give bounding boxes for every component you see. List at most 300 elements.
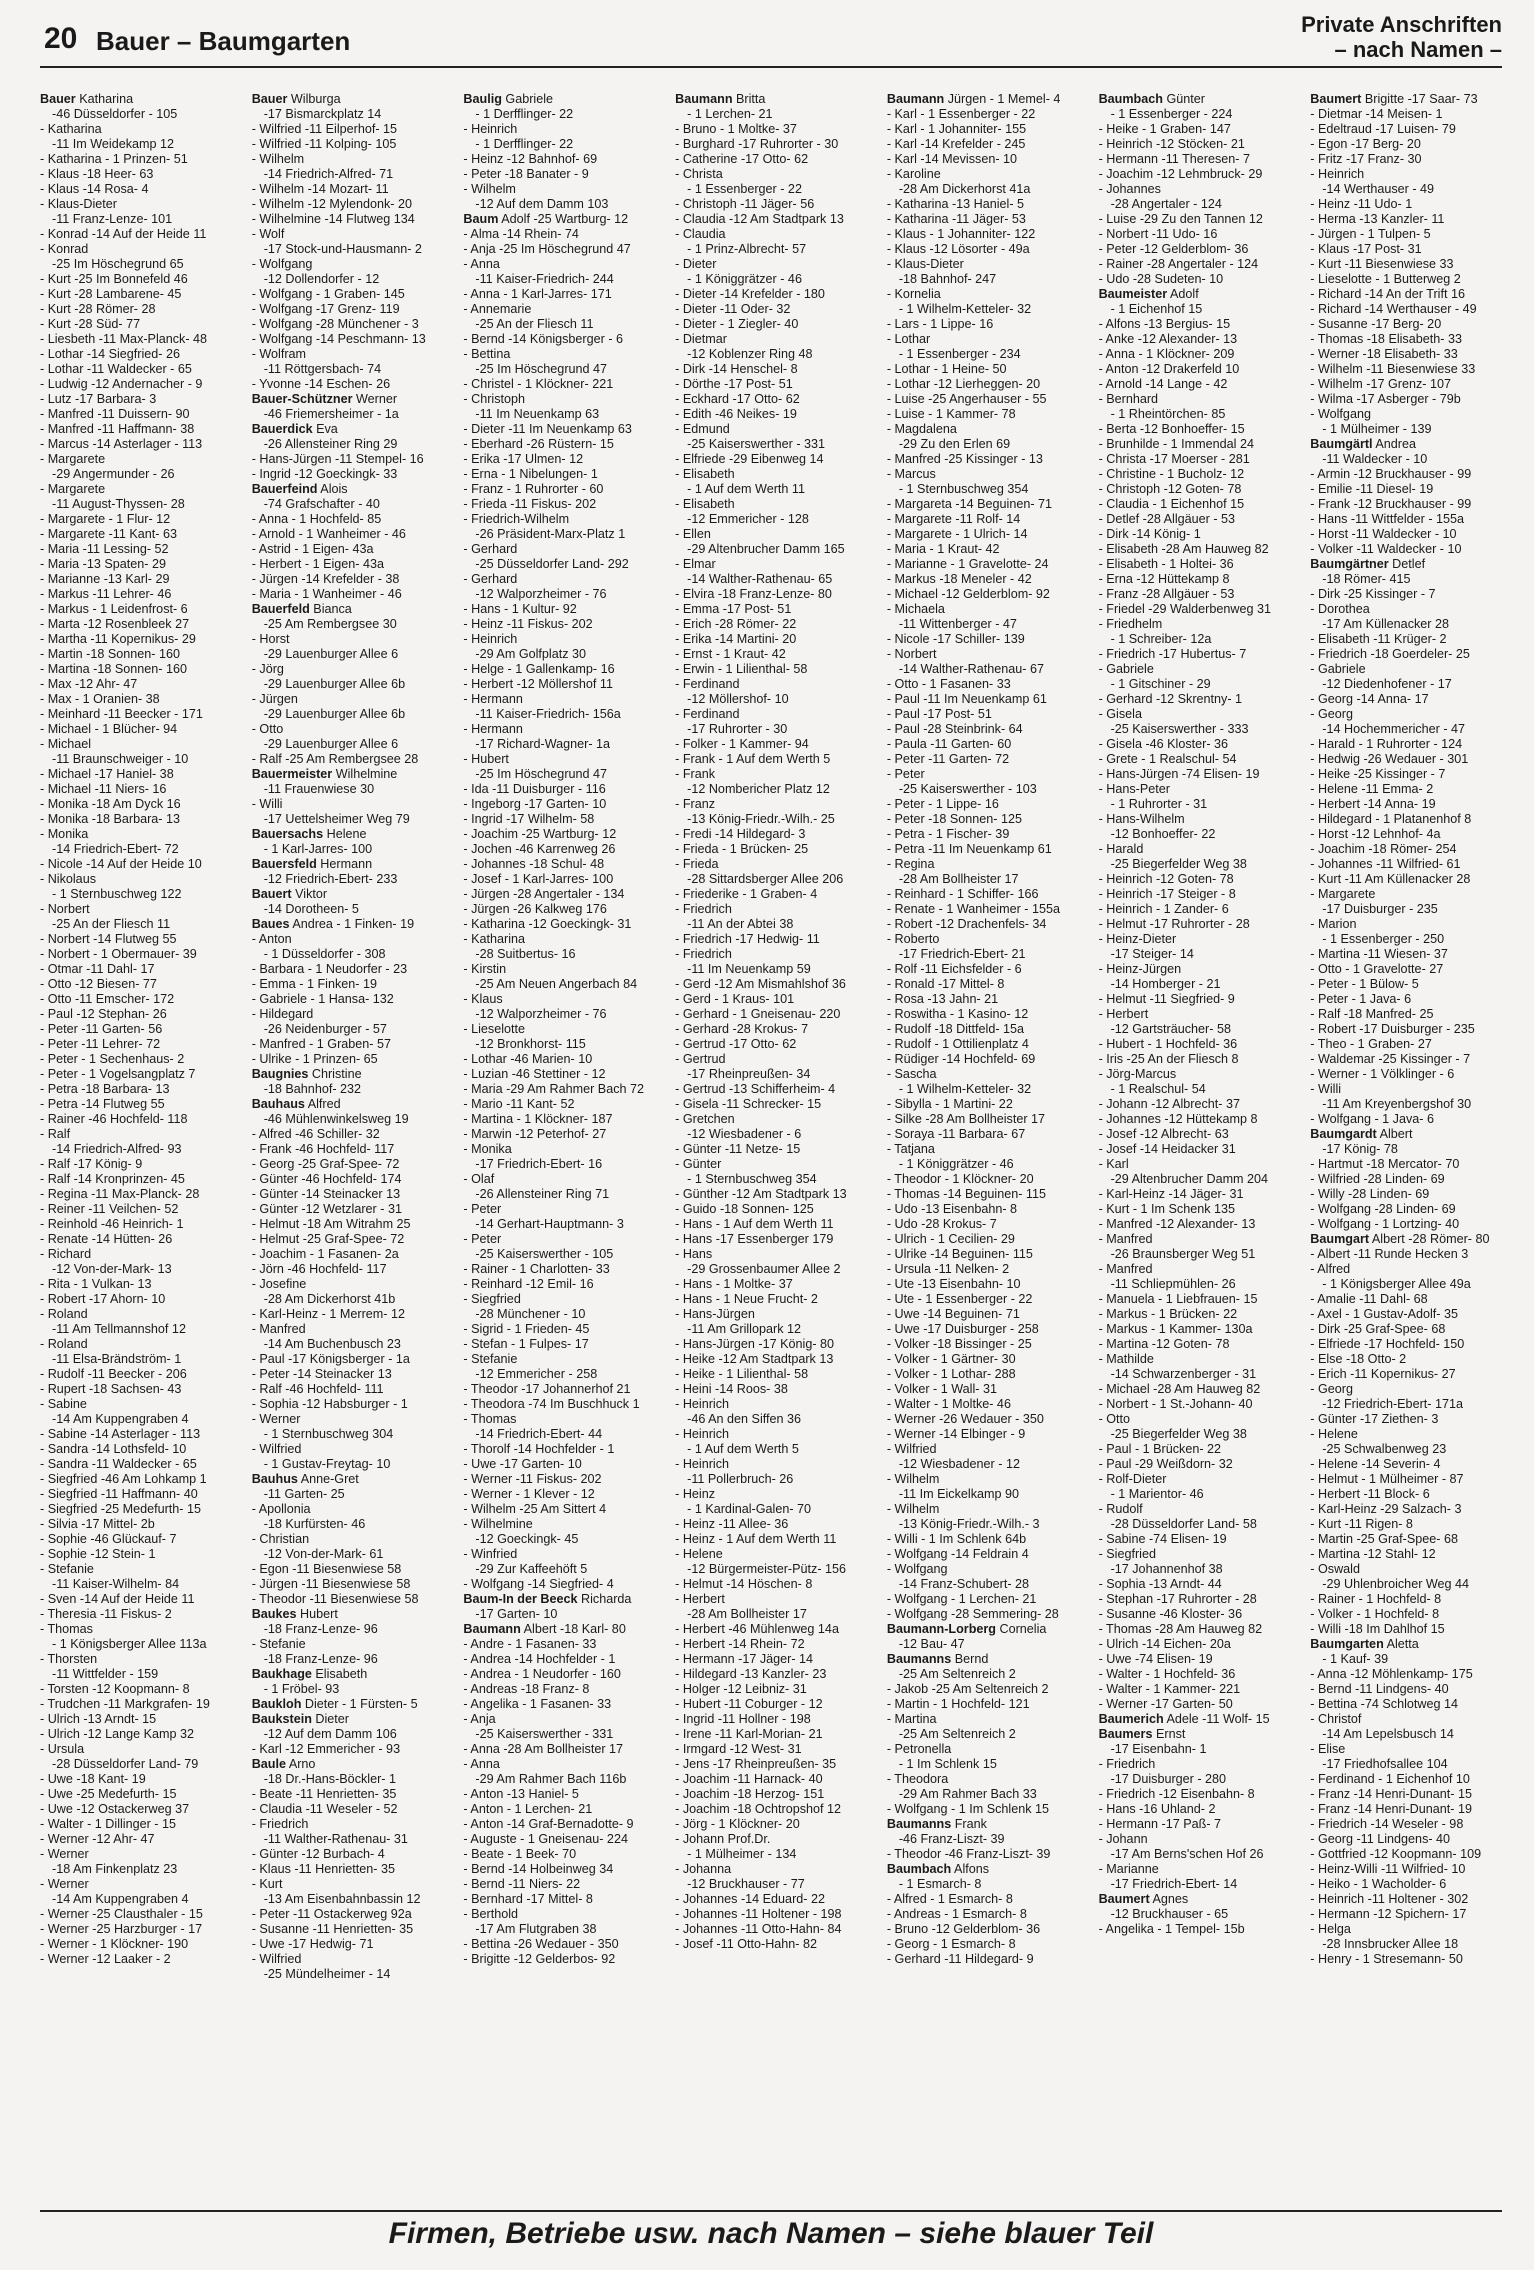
directory-entry bbox=[675, 887, 875, 902]
entry-text: - Jörg bbox=[251, 662, 284, 676]
directory-entry bbox=[1099, 1607, 1299, 1622]
directory-entry bbox=[1310, 572, 1510, 587]
entry-text: Helene bbox=[326, 827, 367, 841]
surname-entry bbox=[252, 1067, 452, 1082]
entry-text: - Alfred -46 Schiller- 32 bbox=[251, 1127, 380, 1141]
entry-text: - Helene -11 Emma- 2 bbox=[1310, 782, 1434, 796]
entry-text: - Hermann -17 Paß- 7 bbox=[1098, 1817, 1222, 1831]
directory-entry bbox=[40, 1127, 240, 1142]
entry-text: - Helmut - 1 Mülheimer - 87 bbox=[1310, 1472, 1464, 1486]
entry-text: - Helmut -18 Am Witrahm 25 bbox=[251, 1217, 411, 1231]
directory-entry bbox=[1099, 572, 1299, 587]
surname: Bauerdick bbox=[251, 422, 313, 436]
entry-text: - Nicole -17 Schiller- 139 bbox=[886, 632, 1025, 646]
entry-text: - Kurt bbox=[251, 1877, 283, 1891]
entry-text: - Karl-Heinz -29 Salzach- 3 bbox=[1310, 1502, 1462, 1516]
directory-entry bbox=[1310, 1097, 1510, 1112]
directory-entry bbox=[887, 1382, 1087, 1397]
entry-text: - Franz -14 Henri-Dunant- 19 bbox=[1310, 1802, 1472, 1816]
directory-entry bbox=[887, 1352, 1087, 1367]
entry-text: - Holger -12 Leibniz- 31 bbox=[675, 1682, 807, 1696]
directory-entry bbox=[252, 587, 452, 602]
directory-entry bbox=[1310, 467, 1510, 482]
directory-entry bbox=[252, 1082, 452, 1097]
directory-entry bbox=[1310, 512, 1510, 527]
directory-entry bbox=[675, 497, 875, 512]
directory-entry bbox=[40, 122, 240, 137]
entry-text: - Volker - 1 Hochfeld- 8 bbox=[1310, 1607, 1440, 1621]
entry-text: - Marianne -13 Karl- 29 bbox=[40, 572, 170, 586]
entry-text: - Peter - 1 Lippe- 16 bbox=[886, 797, 999, 811]
entry-text: - Silvia -17 Mittel- 2b bbox=[40, 1517, 155, 1531]
entry-text: - Wolfram bbox=[251, 347, 307, 361]
entry-text: -25 Kaiserswerther - 331 bbox=[475, 1727, 614, 1741]
directory-entry bbox=[887, 677, 1087, 692]
directory-entry bbox=[463, 1727, 663, 1742]
directory-entry bbox=[463, 1847, 663, 1862]
directory-entry bbox=[1099, 1637, 1299, 1652]
directory-entry bbox=[887, 1532, 1087, 1547]
directory-entry bbox=[1310, 1952, 1510, 1967]
directory-entry bbox=[1099, 317, 1299, 332]
directory-entry bbox=[1099, 1187, 1299, 1202]
entry-text: - Liesbeth -11 Max-Planck- 48 bbox=[40, 332, 208, 346]
surname: Baumbach bbox=[886, 1862, 952, 1876]
entry-text: - Theodora bbox=[886, 1772, 949, 1786]
directory-entry bbox=[1310, 617, 1510, 632]
entry-text: -14 Hochemmericher - 47 bbox=[1322, 722, 1466, 736]
entry-text: - Jochen -46 Karrenweg 26 bbox=[463, 842, 616, 856]
directory-entry bbox=[252, 407, 452, 422]
entry-text: -12 Bonhoeffer- 22 bbox=[1110, 827, 1216, 841]
entry-text: - Uwe -74 Elisen- 19 bbox=[1098, 1652, 1213, 1666]
entry-text: -12 Emmericher - 258 bbox=[475, 1367, 598, 1381]
directory-entry bbox=[675, 617, 875, 632]
directory-entry bbox=[887, 452, 1087, 467]
entry-text: - Martina -18 Sonnen- 160 bbox=[40, 662, 188, 676]
entry-text: - Olaf bbox=[463, 1172, 495, 1186]
entry-text: - Elisabeth -11 Krüger- 2 bbox=[1310, 632, 1447, 646]
directory-entry bbox=[675, 1727, 875, 1742]
directory-entry bbox=[1099, 1682, 1299, 1697]
entry-text: - Nicole -14 Auf der Heide 10 bbox=[40, 857, 202, 871]
entry-text: -46 Friemersheimer - 1a bbox=[263, 407, 399, 421]
directory-entry bbox=[887, 212, 1087, 227]
directory-entry bbox=[40, 587, 240, 602]
entry-text: -18 Kurfürsten- 46 bbox=[263, 1517, 366, 1531]
entry-text: - Uwe -25 Medefurth- 15 bbox=[40, 1787, 177, 1801]
entry-text: -29 Am Golfplatz 30 bbox=[475, 647, 587, 661]
directory-entry bbox=[1310, 1217, 1510, 1232]
entry-text: - Günter -12 Burbach- 4 bbox=[251, 1847, 385, 1861]
entry-text: -12 Bruckhauser - 65 bbox=[1110, 1907, 1229, 1921]
directory-entry bbox=[252, 1412, 452, 1427]
directory-entry bbox=[1310, 1622, 1510, 1637]
entry-text: -18 Am Finkenplatz 23 bbox=[52, 1862, 178, 1876]
entry-text: - Gertrud -17 Otto- 62 bbox=[675, 1037, 797, 1051]
entry-text: - Horst -11 Waldecker - 10 bbox=[1310, 527, 1457, 541]
entry-text: -18 Bahnhof- 232 bbox=[263, 1082, 362, 1096]
directory-entry bbox=[252, 677, 452, 692]
directory-entry bbox=[675, 932, 875, 947]
entry-text: - Manfred -12 Alexander- 13 bbox=[1098, 1217, 1256, 1231]
directory-entry bbox=[1310, 1442, 1510, 1457]
directory-entry bbox=[675, 1742, 875, 1757]
entry-text: - 1 Eichenhof 15 bbox=[1110, 302, 1203, 316]
entry-text: -28 Innsbrucker Allee 18 bbox=[1322, 1937, 1459, 1951]
entry-text: - Georg -14 Anna- 17 bbox=[1310, 692, 1429, 706]
surname-entry bbox=[463, 92, 663, 107]
surname: Baukhage bbox=[251, 1667, 312, 1681]
directory-entry bbox=[252, 812, 452, 827]
entry-text: - Lothar -14 Siegfried- 26 bbox=[40, 347, 181, 361]
directory-entry bbox=[252, 137, 452, 152]
entry-text: - Ulrich -12 Lange Kamp 32 bbox=[40, 1727, 195, 1741]
directory-entry bbox=[252, 227, 452, 242]
entry-text: - Herma -13 Kanzler- 11 bbox=[1310, 212, 1445, 226]
directory-entry bbox=[252, 1532, 452, 1547]
directory-entry bbox=[252, 572, 452, 587]
entry-text: - Roland bbox=[40, 1337, 88, 1351]
entry-text: - Margarete bbox=[1310, 887, 1376, 901]
directory-entry bbox=[40, 287, 240, 302]
directory-entry bbox=[1310, 947, 1510, 962]
entry-text: - Heinz-Dieter bbox=[1098, 932, 1177, 946]
entry-text: - Jürgen -26 Kalkweg 176 bbox=[463, 902, 607, 916]
directory-entry bbox=[1310, 647, 1510, 662]
entry-text: - Klaus-Dieter bbox=[886, 257, 964, 271]
directory-entry bbox=[887, 782, 1087, 797]
entry-text: Ernst bbox=[1155, 1727, 1186, 1741]
entry-text: - Georg -11 Lindgens- 40 bbox=[1310, 1832, 1451, 1846]
entry-text: - Manfred bbox=[1098, 1232, 1153, 1246]
entry-text: - Karoline bbox=[886, 167, 941, 181]
surname-entry bbox=[252, 1712, 452, 1727]
directory-entry bbox=[887, 122, 1087, 137]
entry-text: - Wolfgang - 1 Lerchen- 21 bbox=[886, 1592, 1037, 1606]
directory-entry bbox=[1099, 1157, 1299, 1172]
directory-entry bbox=[1099, 272, 1299, 287]
directory-entry bbox=[887, 377, 1087, 392]
directory-entry bbox=[887, 242, 1087, 257]
entry-text: - Walter - 1 Hochfeld- 36 bbox=[1098, 1667, 1236, 1681]
directory-entry bbox=[1099, 557, 1299, 572]
directory-entry bbox=[1099, 347, 1299, 362]
directory-entry bbox=[675, 212, 875, 227]
directory-entry bbox=[252, 1262, 452, 1277]
entry-text: - Brunhilde - 1 Immendal 24 bbox=[1098, 437, 1254, 451]
entry-text: - Wolfgang - 1 Lortzing- 40 bbox=[1310, 1217, 1460, 1231]
entry-text: - Heini -14 Roos- 38 bbox=[675, 1382, 788, 1396]
directory-entry bbox=[1310, 242, 1510, 257]
directory-entry bbox=[463, 422, 663, 437]
entry-text: -14 Friedrich-Alfred- 93 bbox=[52, 1142, 182, 1156]
entry-text: - Anna -12 Möhlenkamp- 175 bbox=[1310, 1667, 1473, 1681]
entry-text: - Anton -14 Graf-Bernadotte- 9 bbox=[463, 1817, 634, 1831]
directory-entry bbox=[252, 467, 452, 482]
directory-entry bbox=[675, 1862, 875, 1877]
entry-text: - Torsten -12 Koopmann- 8 bbox=[40, 1682, 190, 1696]
directory-entry bbox=[1099, 1412, 1299, 1427]
entry-text: - Michael bbox=[40, 737, 92, 751]
directory-entry bbox=[463, 722, 663, 737]
directory-entry bbox=[1099, 1577, 1299, 1592]
entry-text: - Walter - 1 Kammer- 221 bbox=[1098, 1682, 1241, 1696]
directory-entry bbox=[40, 167, 240, 182]
directory-entry bbox=[887, 482, 1087, 497]
entry-text: - Max -12 Ahr- 47 bbox=[40, 677, 138, 691]
entry-text: -11 Am Kreyenbergshof 30 bbox=[1322, 1097, 1472, 1111]
entry-text: - Heike - 1 Lilienthal- 58 bbox=[675, 1367, 809, 1381]
entry-text: - Karl - 1 Johanniter- 155 bbox=[886, 122, 1027, 136]
entry-text: - Bettina -74 Schlotweg 14 bbox=[1310, 1697, 1458, 1711]
directory-entry bbox=[887, 1712, 1087, 1727]
entry-text: - Konrad bbox=[40, 242, 89, 256]
directory-entry bbox=[463, 1322, 663, 1337]
entry-text: - Theodor -46 Franz-Liszt- 39 bbox=[886, 1847, 1051, 1861]
directory-entry bbox=[1099, 1517, 1299, 1532]
entry-text: - Walter - 1 Moltke- 46 bbox=[886, 1397, 1011, 1411]
entry-text: -46 Franz-Liszt- 39 bbox=[898, 1832, 1005, 1846]
entry-text: - Wolfgang -28 Münchener - 3 bbox=[251, 317, 419, 331]
entry-text: - Ulrike -14 Beguinen- 115 bbox=[886, 1247, 1033, 1261]
directory-entry bbox=[40, 1742, 240, 1757]
directory-entry bbox=[887, 1517, 1087, 1532]
directory-entry bbox=[1310, 152, 1510, 167]
entry-text: - Gerd - 1 Kraus- 101 bbox=[675, 992, 795, 1006]
surname-entry bbox=[40, 92, 240, 107]
surname: Baumgardt bbox=[1310, 1127, 1377, 1141]
directory-entry bbox=[463, 347, 663, 362]
directory-entry bbox=[1310, 1352, 1510, 1367]
surname-entry bbox=[1099, 287, 1299, 302]
entry-text: - Katharina -12 Goeckingk- 31 bbox=[463, 917, 632, 931]
entry-text: -14 Am Kuppengraben 4 bbox=[52, 1892, 189, 1906]
entry-text: -29 Am Rahmer Bach 33 bbox=[898, 1787, 1037, 1801]
directory-entry bbox=[463, 602, 663, 617]
directory-entry bbox=[675, 422, 875, 437]
directory-entry bbox=[887, 1112, 1087, 1127]
directory-entry bbox=[675, 377, 875, 392]
directory-entry bbox=[887, 752, 1087, 767]
entry-text: - Sascha bbox=[886, 1067, 937, 1081]
entry-text: - Willi -18 Im Dahlhof 15 bbox=[1310, 1622, 1445, 1636]
entry-text: -17 Eisenbahn- 1 bbox=[1110, 1742, 1207, 1756]
directory-entry bbox=[463, 1157, 663, 1172]
directory-entry bbox=[463, 1082, 663, 1097]
directory-entry bbox=[252, 1232, 452, 1247]
entry-text: - Luise - 1 Kammer- 78 bbox=[886, 407, 1016, 421]
entry-text: - Roland bbox=[40, 1307, 88, 1321]
surname-entry bbox=[1099, 92, 1299, 107]
directory-column-6 bbox=[1099, 92, 1299, 2172]
directory-entry bbox=[675, 302, 875, 317]
directory-entry bbox=[675, 1907, 875, 1922]
directory-entry bbox=[463, 977, 663, 992]
directory-entry bbox=[40, 872, 240, 887]
entry-text: - Thorsten bbox=[40, 1652, 98, 1666]
directory-entry bbox=[40, 1637, 240, 1652]
entry-text: - Regina bbox=[886, 857, 935, 871]
directory-entry bbox=[40, 1292, 240, 1307]
surname: Baukloh bbox=[251, 1697, 302, 1711]
entry-text: Christine bbox=[311, 1067, 362, 1081]
entry-text: -17 Bismarckplatz 14 bbox=[263, 107, 382, 121]
entry-text: -11 Wittenberger - 47 bbox=[898, 617, 1017, 631]
entry-text: - Bruno -12 Gelderblom- 36 bbox=[886, 1922, 1041, 1936]
entry-text: - 1 Sternbuschweg 354 bbox=[898, 482, 1029, 496]
directory-entry bbox=[252, 1937, 452, 1952]
directory-entry bbox=[887, 527, 1087, 542]
entry-text: - Hans-Jürgen -74 Elisen- 19 bbox=[1098, 767, 1260, 781]
entry-text: - Günther -12 Am Stadtpark 13 bbox=[675, 1187, 847, 1201]
directory-entry bbox=[1099, 257, 1299, 272]
directory-entry bbox=[463, 1577, 663, 1592]
entry-text: - Hubert -11 Coburger - 12 bbox=[675, 1697, 823, 1711]
directory-entry bbox=[1099, 1322, 1299, 1337]
directory-entry bbox=[40, 1907, 240, 1922]
directory-entry bbox=[887, 1277, 1087, 1292]
directory-entry bbox=[252, 1622, 452, 1637]
entry-text: -18 Dr.-Hans-Böckler- 1 bbox=[263, 1772, 396, 1786]
entry-text: -29 Altenbrucher Damm 204 bbox=[1110, 1172, 1269, 1186]
directory-entry bbox=[1310, 917, 1510, 932]
entry-text: -13 König-Friedr.-Wilh.- 3 bbox=[898, 1517, 1040, 1531]
entry-text: - Kirstin bbox=[463, 962, 507, 976]
entry-text: - Martina -12 Goten- 78 bbox=[1098, 1337, 1230, 1351]
directory-entry bbox=[40, 197, 240, 212]
directory-entry bbox=[463, 887, 663, 902]
entry-text: -17 Steiger- 14 bbox=[1110, 947, 1194, 961]
entry-text: - Erich -11 Kopernikus- 27 bbox=[1310, 1367, 1456, 1381]
directory-entry bbox=[463, 962, 663, 977]
entry-text: - Werner -25 Harzburger - 17 bbox=[40, 1922, 203, 1936]
directory-entry bbox=[463, 737, 663, 752]
directory-entry bbox=[1099, 1337, 1299, 1352]
directory-entry bbox=[463, 1637, 663, 1652]
entry-text: - Margarete bbox=[40, 452, 106, 466]
entry-text: Wilhelmine bbox=[335, 767, 398, 781]
entry-text: -25 Kaiserswerther - 103 bbox=[898, 782, 1037, 796]
directory-entry bbox=[252, 1952, 452, 1967]
entry-text: -25 Am Neuen Angerbach 84 bbox=[475, 977, 638, 991]
surname-entry bbox=[1310, 92, 1510, 107]
entry-text: -17 Uettelsheimer Weg 79 bbox=[263, 812, 410, 826]
entry-text: - 1 Rheintörchen- 85 bbox=[1110, 407, 1226, 421]
directory-entry bbox=[40, 1622, 240, 1637]
entry-text: - Sophie -46 Glückauf- 7 bbox=[40, 1532, 177, 1546]
directory-entry bbox=[252, 617, 452, 632]
entry-text: - Emma - 1 Finken- 19 bbox=[251, 977, 377, 991]
directory-entry bbox=[887, 422, 1087, 437]
entry-text: - Martina -11 Wiesen- 37 bbox=[1310, 947, 1448, 961]
entry-text: - Wilhelm -14 Mozart- 11 bbox=[251, 182, 389, 196]
directory-entry bbox=[675, 1142, 875, 1157]
directory-entry bbox=[887, 1427, 1087, 1442]
entry-text: - 1 Gitschiner - 29 bbox=[1110, 677, 1211, 691]
directory-entry bbox=[40, 1007, 240, 1022]
entry-text: - Ralf -17 König- 9 bbox=[40, 1157, 143, 1171]
entry-text: - Otto -12 Biesen- 77 bbox=[40, 977, 157, 991]
entry-text: - Josefine bbox=[251, 1277, 307, 1291]
directory-entry bbox=[252, 1592, 452, 1607]
directory-entry bbox=[252, 1727, 452, 1742]
directory-entry bbox=[463, 617, 663, 632]
directory-entry bbox=[887, 1742, 1087, 1757]
directory-entry bbox=[40, 527, 240, 542]
entry-text: -12 Wiesbadener - 12 bbox=[898, 1457, 1020, 1471]
entry-text: - Martina bbox=[886, 1712, 937, 1726]
directory-entry bbox=[887, 542, 1087, 557]
directory-entry bbox=[675, 287, 875, 302]
entry-text: - Reinhard -12 Emil- 16 bbox=[463, 1277, 594, 1291]
directory-entry bbox=[463, 242, 663, 257]
directory-entry bbox=[40, 512, 240, 527]
directory-entry bbox=[1099, 1757, 1299, 1772]
directory-entry bbox=[1310, 1427, 1510, 1442]
entry-text: - Theodor - 1 Klöckner- 20 bbox=[886, 1172, 1034, 1186]
entry-text: - Sabine -74 Elisen- 19 bbox=[1098, 1532, 1227, 1546]
entry-text: - Ingrid -11 Hollner - 198 bbox=[675, 1712, 811, 1726]
directory-entry bbox=[252, 1907, 452, 1922]
directory-entry bbox=[675, 1922, 875, 1937]
directory-entry bbox=[887, 392, 1087, 407]
directory-entry bbox=[675, 1382, 875, 1397]
entry-text: - Andreas - 1 Esmarch- 8 bbox=[886, 1907, 1027, 1921]
directory-entry bbox=[40, 1352, 240, 1367]
directory-entry bbox=[40, 932, 240, 947]
directory-entry bbox=[1310, 197, 1510, 212]
entry-text: - Emilie -11 Diesel- 19 bbox=[1310, 482, 1434, 496]
entry-text: - Elisabeth - 1 Holtei- 36 bbox=[1098, 557, 1234, 571]
directory-entry bbox=[252, 527, 452, 542]
directory-entry bbox=[252, 962, 452, 977]
directory-entry bbox=[1099, 377, 1299, 392]
entry-text: - Gerhard bbox=[463, 572, 518, 586]
directory-entry bbox=[40, 1142, 240, 1157]
entry-text: - Petronella bbox=[886, 1742, 952, 1756]
directory-entry bbox=[40, 797, 240, 812]
section-title-line2: – nach Namen – bbox=[1334, 37, 1502, 62]
entry-text: - Dirk -14 König- 1 bbox=[1098, 527, 1201, 541]
entry-text: -28 Düsseldorfer Land- 79 bbox=[52, 1757, 199, 1771]
entry-text: - Hans -17 Essenberger 179 bbox=[675, 1232, 834, 1246]
directory-entry bbox=[40, 1322, 240, 1337]
entry-text: -29 Lauenburger Allee 6b bbox=[263, 707, 406, 721]
directory-entry bbox=[675, 1067, 875, 1082]
entry-text: - Dirk -25 Kissinger - 7 bbox=[1310, 587, 1436, 601]
entry-text: - Berta -12 Bonhoeffer- 15 bbox=[1098, 422, 1245, 436]
entry-text: - Robert -12 Drachenfels- 34 bbox=[886, 917, 1047, 931]
directory-entry bbox=[887, 1847, 1087, 1862]
section-title bbox=[1301, 12, 1502, 62]
directory-entry bbox=[1099, 1547, 1299, 1562]
entry-text: - Herbert -14 Anna- 19 bbox=[1310, 797, 1436, 811]
directory-entry bbox=[1099, 527, 1299, 542]
directory-entry bbox=[1310, 107, 1510, 122]
entry-text: - Hans - 1 Kultur- 92 bbox=[463, 602, 577, 616]
entry-text: -12 Emmericher - 128 bbox=[687, 512, 809, 526]
entry-text: - Wilhelmine bbox=[463, 1517, 533, 1531]
surname-entry bbox=[463, 1622, 663, 1637]
directory-entry bbox=[675, 1427, 875, 1442]
directory-entry bbox=[887, 1172, 1087, 1187]
directory-entry bbox=[40, 1607, 240, 1622]
entry-text: Anne-Gret bbox=[300, 1472, 359, 1486]
directory-entry bbox=[887, 1217, 1087, 1232]
directory-entry bbox=[463, 647, 663, 662]
entry-text: - Alma -14 Rhein- 74 bbox=[463, 227, 579, 241]
